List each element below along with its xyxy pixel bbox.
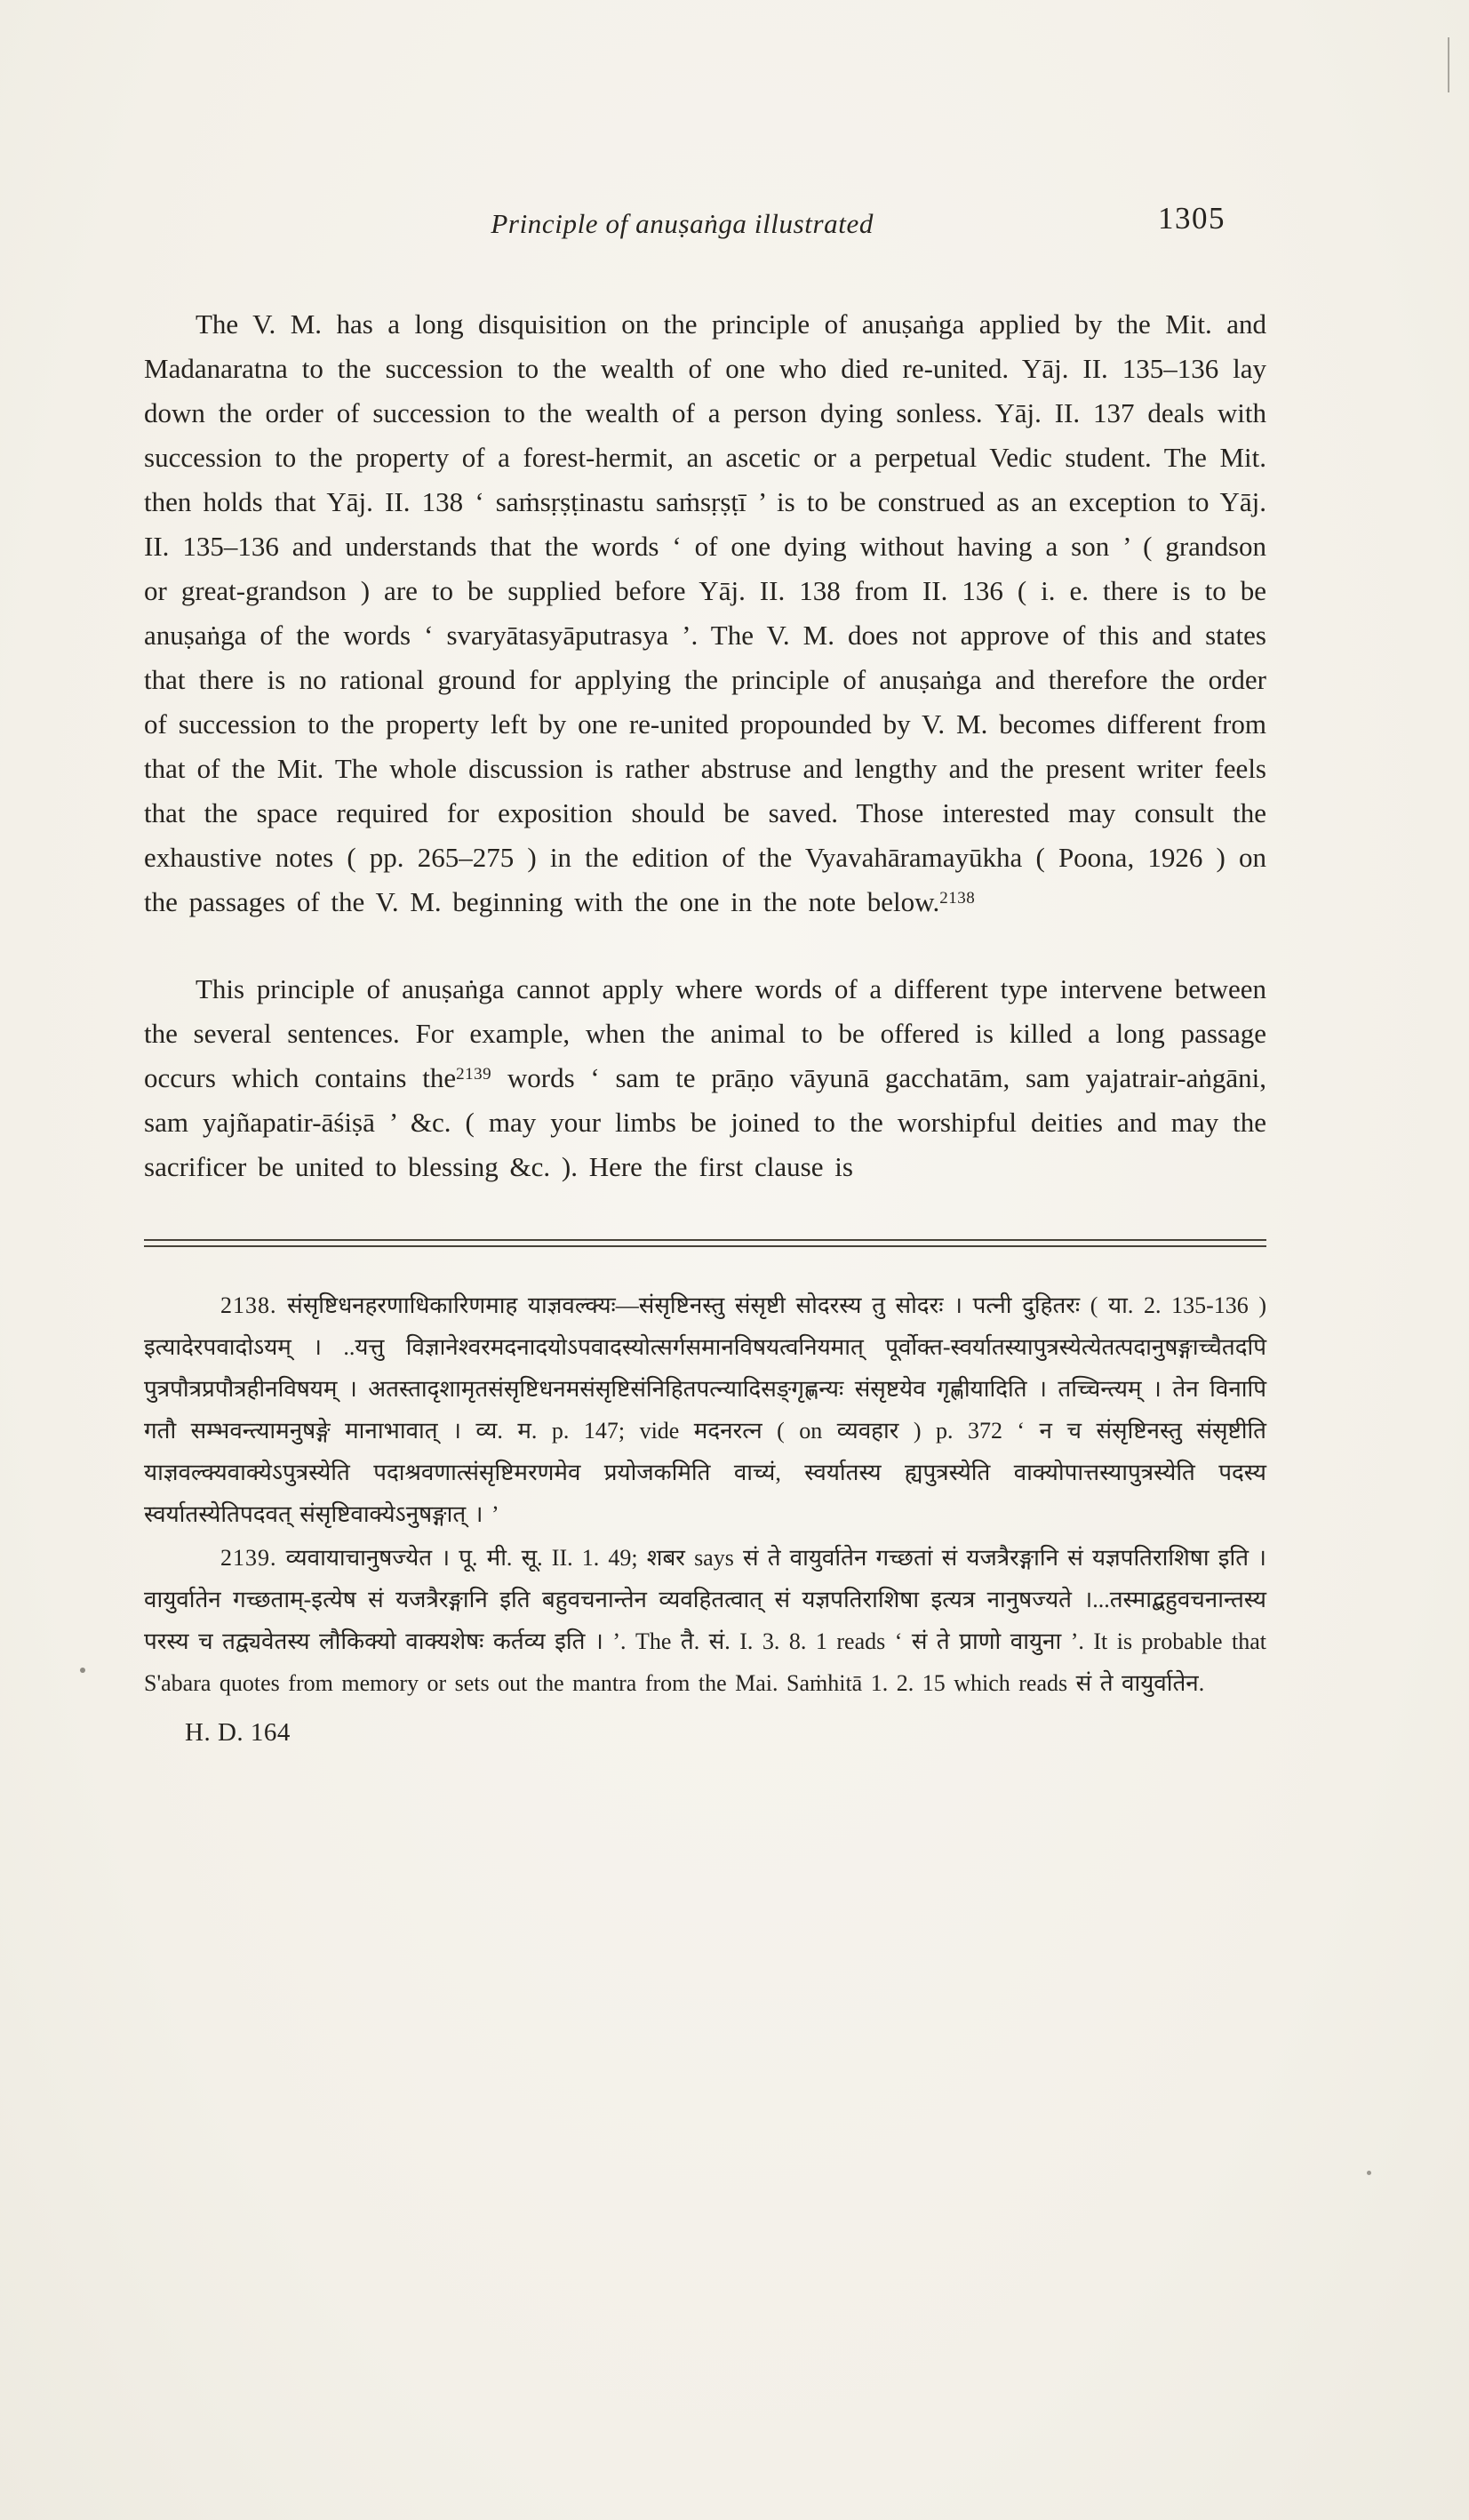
paragraph-2-text-before: This principle of anuṣaṅga cannot apply where words of a different type intervene between the several sentences. For example, when the animal to be offered is killed a long passage occurs which contains the bbox=[144, 973, 1266, 1093]
paragraph-1-text: The V. M. has a long disquisition on the principle of anuṣaṅga applied by the Mit. and Madanaratna to the succession to the wealth of one who died re-united. Yāj. II. 135–136 lay down the order of succession to the wealth of a person dying sonless. Yāj. II. 137 deals with succession to the property of a forest-hermit, an ascetic or a perpetual Vedic student. The Mit. then holds that Yāj. II. 138 ‘ saṁsṛṣṭinastu saṁsṛṣṭī ’ is to be construed as an exception to Yāj. II. 135–136 and understands that the words ‘ of one dying without having a son ’ ( grandson or great-grandson ) are to be supplied before Yāj. II. 138 from II. 136 ( i. e. there is to be anuṣaṅga of the words ‘ svaryātasyāputrasya ’. The V. M. does not approve of this and states that there is no rational ground for applying the principle of anuṣaṅga and therefore the order of succession to the property left by one re-united propounded by V. M. becomes different from that of the Mit. The whole discussion is rather abstruse and lengthy and the present writer feels that the space required for exposition should be saved. Those interested may consult the exhaustive notes ( pp. 265–275 ) in the edition of the Vyavahāramayūkha ( Poona, 1926 ) on the passages of the V. M. beginning with the one in the note below. bbox=[144, 308, 1266, 917]
footnote-2138 bbox=[144, 1284, 1266, 1535]
footnote-2139 bbox=[144, 1537, 1266, 1704]
scan-artifact bbox=[80, 1668, 85, 1673]
footnote-2139-text: व्यवायाचानुषज्येत । पू. मी. सू. II. 1. 49; शबर says सं ते वायुर्वातेन गच्छतां सं यजत्रैरङ्गानि सं यज्ञपतिराशिषा इति । वायुर्वातेन गच्छताम्-इत्येष सं यजत्रैरङ्गानि इति बहुवचनान्तेन व्यवहितत्वात् सं यज्ञपतिराशिषा इत्यत्र नानुषज्यते ।...तस्माद्बहुवचनान्तस्य परस्य च तद्व्यवेतस्य लौकिक्यो वाक्यशेषः कर्तव्य इति । ’. The तै. सं. I. 3. 8. 1 reads ‘ सं ते प्राणो वायुना ’. It is probable that S'abara quotes from memory or sets out the mantra from the Mai. Saṁhitā 1. 2. 15 which reads सं ते वायुर्वातेन. bbox=[144, 1545, 1267, 1696]
scan-artifact bbox=[1367, 2171, 1371, 2175]
page-content bbox=[144, 201, 1267, 1748]
paragraph-2-text-after: words ‘ sam te prāṇo vāyunā gacchatām, sam yajatrair-aṅgāni, sam yajñapatir-āśiṣā ’ &c. ( may your limbs be joined to the worshipful deities and may the sacrificer be united to blessing &c. ). Here the first clause is bbox=[144, 1062, 1266, 1182]
volume-signature: H. D. 164 bbox=[185, 1718, 291, 1747]
paragraph-1 bbox=[144, 302, 1266, 924]
footnote-2138-text: संसृष्टिधनहरणाधिकारिणमाह याज्ञवल्क्यः—संसृष्टिनस्तु संसृष्टी सोदरस्य तु सोदरः । पत्नी दुहितरः ( या. 2. 135-136 ) इत्यादेरपवादोऽयम् । ..यत्तु विज्ञानेश्वरमदनादयोऽपवादस्योत्सर्गसमानविषयत्वनियमात् पूर्वोक्त-स्वर्यातस्यापुत्रस्येत्येतत्पदानुषङ्गाच्चैतदपि पुत्रपौत्रप्रपौत्रहीनविषयम् । अतस्तादृशामृतसंसृष्टिधनमसंसृष्टिसंनिहितपत्न्यादिसङ्गृह्णन्यः संसृष्टयेव गृह्णीयादिति । तच्चिन्त्यम् । तेन विनापि गतौ सम्भवन्त्यामनुषङ्गे मानाभावात् । व्य. म. p. 147; vide मदनरत्न ( on व्यवहार ) p. 372 ‘ न च संसृष्टिनस्तु संसृष्टीति याज्ञवल्क्यवाक्येऽपुत्रस्येति पदाश्रवणात्संसृष्टिमरणमेव प्रयोजकमिति वाच्यं, स्वर्यातस्य ह्यपुत्रस्येति वाक्योपात्तस्यापुत्रस्येति पदस्य स्वर्यातस्येतिपदवत् संसृष्टिवाक्येऽनुषङ्गात् । ’ bbox=[144, 1292, 1267, 1527]
footnote-ref-2138: 2138 bbox=[939, 889, 976, 908]
paragraph-2 bbox=[144, 967, 1266, 1189]
footnotes-section bbox=[144, 1284, 1266, 1704]
scan-artifact bbox=[1448, 37, 1449, 92]
footnote-separator bbox=[144, 1239, 1266, 1247]
running-title: Principle of anuṣaṅga illustrated bbox=[491, 208, 874, 239]
footnote-2139-number: 2139. bbox=[220, 1545, 277, 1571]
footnote-ref-2139: 2139 bbox=[456, 1065, 492, 1084]
page-header bbox=[144, 201, 1266, 270]
page-number: 1305 bbox=[1158, 201, 1225, 236]
footnote-2138-number: 2138. bbox=[220, 1292, 277, 1318]
